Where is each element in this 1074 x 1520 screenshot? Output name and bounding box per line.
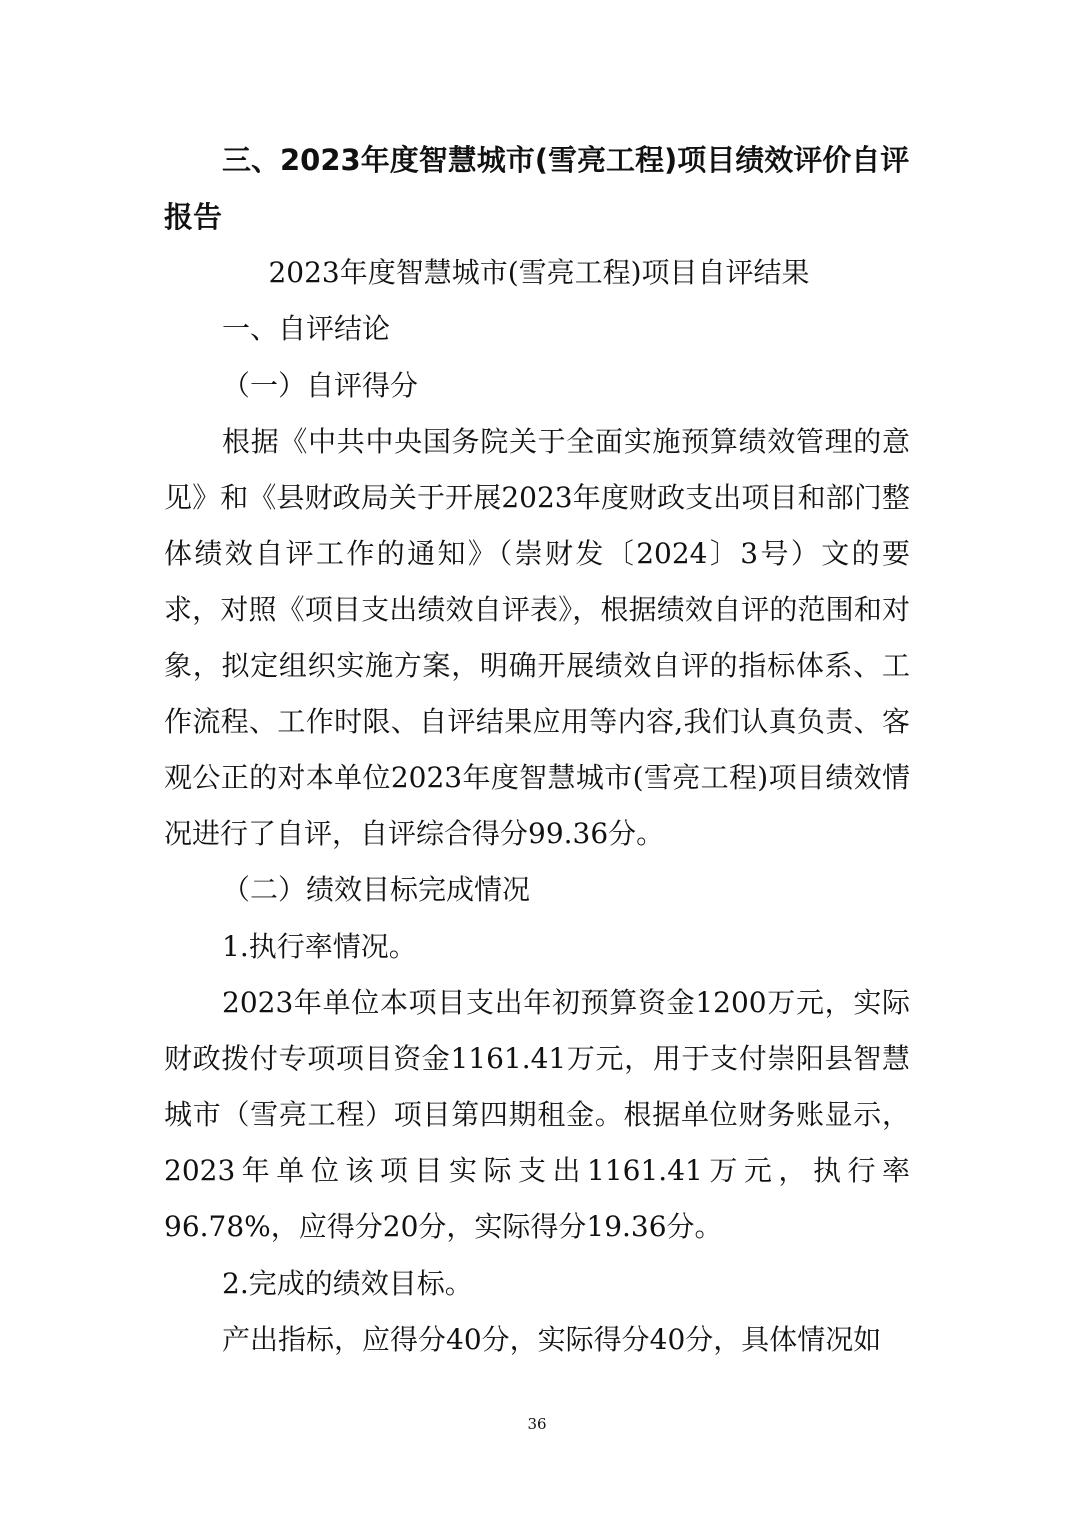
page-number: 36 — [527, 1415, 547, 1433]
subsection-heading-performance-goals: （二）绩效目标完成情况 — [222, 873, 531, 906]
execution-rate-paragraph: 2023年单位本项目支出年初预算资金1200万元，实际财政拨付专项项目资金1161.41万元，用于支付崇阳县智慧城市（雪亮工程）项目第四期租金。根据单位财务账显示，2023年单位该项目实际支出1161.41万元，执行率96.78%，应得分20分，实际得分19.36分。 — [164, 986, 910, 1243]
section-heading-self-evaluation-conclusion: 一、自评结论 — [222, 312, 391, 345]
item-completed-goals: 2.完成的绩效目标。 — [222, 1267, 473, 1300]
self-evaluation-score-paragraph: 根据《中共中央国务院关于全面实施预算绩效管理的意见》和《县财政局关于开展2023年度财政支出项目和部门整体绩效自评工作的通知》（崇财发〔2024〕3号）文的要求，对照《项目支出绩效自评表》，根据绩效自评的范围和对象，拟定组织实施方案，明确开展绩效自评的指标体系、工作流程、工作时限、自评结果应用等内容,我们认真负责、客观公正的对本单位2023年度智慧城市(雪亮工程)项目绩效情况进行了自评，自评综合得分99.36分。 — [164, 425, 910, 850]
report-heading: 三、2023年度智慧城市(雪亮工程)项目绩效评价自评报告 — [164, 143, 910, 234]
subsection-heading-self-evaluation-score: （一）自评得分 — [222, 369, 419, 402]
self-evaluation-result-title: 2023年度智慧城市(雪亮工程)项目自评结果 — [268, 256, 810, 289]
output-indicator-paragraph: 产出指标，应得分40分，实际得分40分，具体情况如 — [222, 1323, 882, 1356]
item-execution-rate: 1.执行率情况。 — [222, 930, 417, 963]
